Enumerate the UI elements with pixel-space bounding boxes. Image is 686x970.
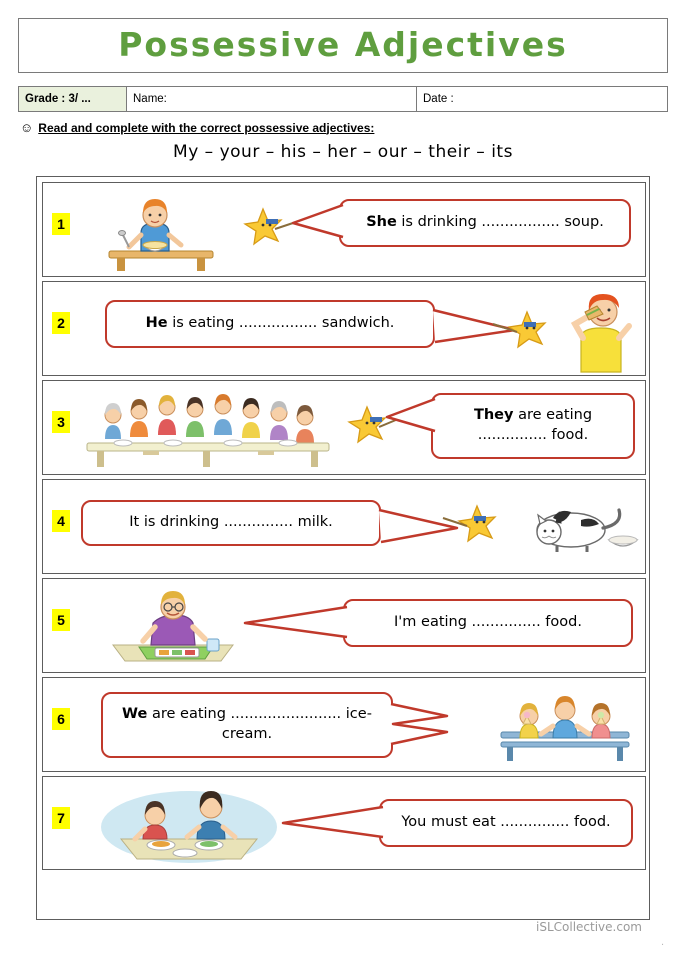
table-row — [42, 281, 646, 376]
table-row — [42, 479, 646, 574]
instruction-text: Read and complete with the correct possessive adjectives: — [38, 120, 375, 135]
page-title: Possessive Adjectives — [118, 25, 568, 64]
speech-bubble[interactable] — [101, 692, 393, 758]
bubble-text: eating ............... food. — [421, 614, 582, 631]
bubble-subject: It — [129, 514, 140, 531]
speech-bubble[interactable] — [339, 199, 631, 247]
pointer-star-icon — [343, 403, 405, 459]
speech-bubble[interactable] — [81, 500, 381, 546]
bubble-text: are eating ........................ ice-cream. — [151, 706, 372, 742]
title-box — [18, 18, 668, 73]
exercise-frame — [36, 176, 650, 920]
table-row — [42, 182, 646, 277]
item-number: 4 — [52, 510, 70, 532]
bubble-subject: She — [366, 214, 397, 231]
item-number: 6 — [52, 708, 70, 730]
bubble-text: must eat ............... food. — [430, 814, 611, 831]
family-on-bench-image — [495, 694, 635, 764]
family-at-long-table-image — [83, 391, 333, 469]
name-field[interactable]: Name: — [127, 87, 417, 111]
student-info-row — [18, 86, 668, 112]
item-number: 5 — [52, 609, 70, 631]
grade-field[interactable]: Grade : 3/ ... — [19, 87, 127, 111]
bubble-text: is eating ................. sandwich. — [172, 315, 395, 332]
man-eating-sandwich-image — [563, 290, 643, 374]
bubble-text: is drinking ................. soup. — [401, 214, 604, 231]
speech-bubble[interactable] — [379, 799, 633, 847]
pointer-star-icon — [491, 310, 553, 362]
item-number: 7 — [52, 807, 70, 829]
table-row — [42, 380, 646, 475]
speech-bubble[interactable] — [105, 300, 435, 348]
bubble-subject: We — [122, 706, 148, 723]
pointer-star-icon — [441, 504, 503, 556]
bubble-subject: He — [145, 315, 168, 332]
bubble-tail — [279, 801, 387, 849]
table-row — [42, 677, 646, 772]
kids-at-dinner-table-image — [99, 787, 279, 865]
item-number: 1 — [52, 213, 70, 235]
instruction-line — [20, 120, 374, 135]
smiley-icon: ☺ — [20, 120, 34, 135]
bubble-subject: I'm — [394, 614, 417, 631]
speech-bubble[interactable] — [431, 393, 635, 459]
pointer-star-icon — [239, 207, 301, 259]
footer-dot: . — [660, 936, 664, 948]
item-number: 3 — [52, 411, 70, 433]
girl-eating-soup-image — [103, 195, 223, 273]
bubble-text: are eating ............... food. — [477, 407, 593, 443]
word-bank: My – your – his – her – our – their – its — [173, 142, 513, 162]
bubble-tail — [241, 601, 351, 647]
date-field[interactable]: Date : — [417, 87, 667, 111]
table-row — [42, 776, 646, 870]
bubble-subject: They — [473, 407, 514, 424]
woman-at-table-with-tray-image — [103, 589, 243, 669]
bubble-subject: You — [401, 814, 427, 831]
bubble-tail — [387, 698, 497, 754]
cat-drinking-milk-image — [523, 498, 643, 560]
watermark: iSLCollective.com — [536, 920, 642, 934]
table-row — [42, 578, 646, 673]
item-number: 2 — [52, 312, 70, 334]
speech-bubble[interactable] — [343, 599, 633, 647]
bubble-text: is drinking ............... milk. — [143, 514, 333, 531]
